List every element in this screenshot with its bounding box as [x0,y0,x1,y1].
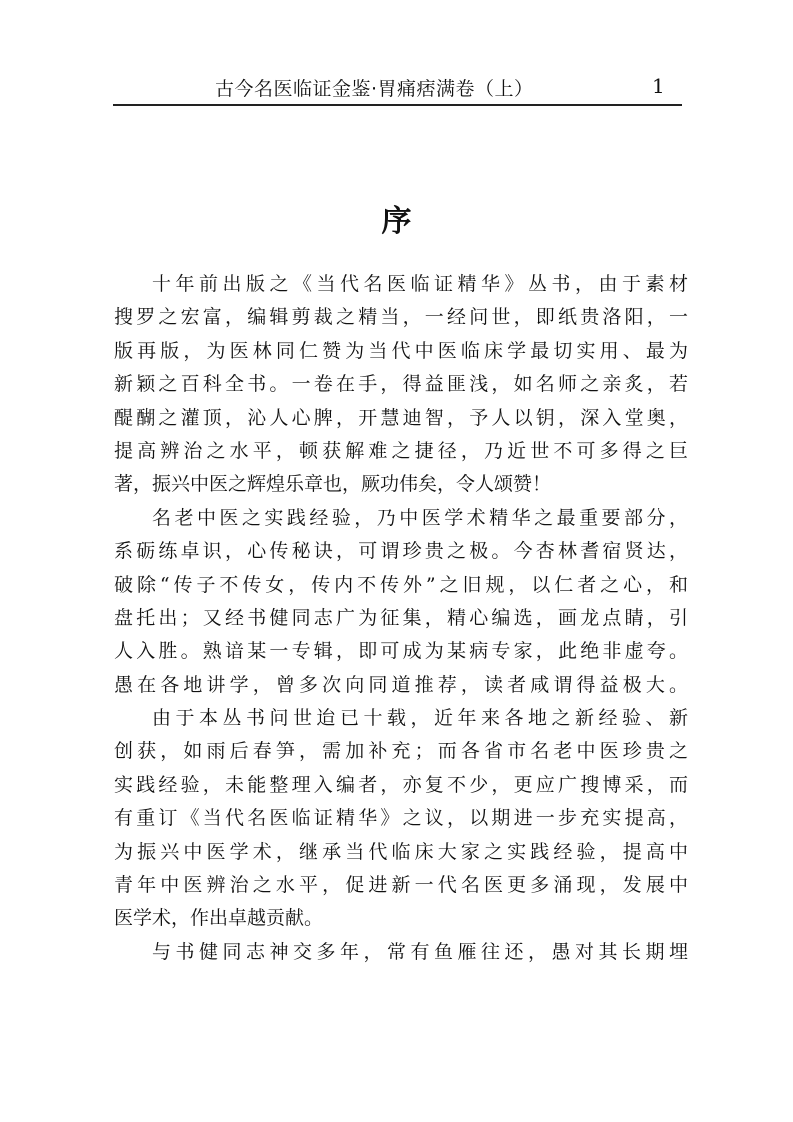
text-line: 青年中医辨治之水平，促进新一代名医更多涌现，发展中 [114,874,688,897]
paragraph [114,702,688,936]
text-line: 医学术，作出卓越贡献。 [114,907,324,930]
text-line: 搜罗之宏富，编辑剪裁之精当，一经问世，即纸贵洛阳，一 [114,306,688,329]
text-line: 提高辨治之水平，顿获解难之捷径，乃近世不可多得之巨 [114,439,688,462]
text-line: 有重订《当代名医临证精华》之议，以期进一步充实提高， [114,807,688,830]
section-title: 序 [381,204,412,239]
text-line: 盘托出；又经书健同志广为征集，精心编选，画龙点睛，引 [114,606,688,629]
page-number: 1 [652,74,665,98]
text-line: 创获，如雨后春笋，需加补充；而各省市名老中医珍贵之 [114,740,688,763]
text-line: 版再版，为医林同仁赞为当代中医临床学最切实用、最为 [114,339,688,362]
text-line: 为振兴中医学术，继承当代临床大家之实践经验，提高中 [114,840,688,863]
text-line: 与书健同志神交多年，常有鱼雁往还，愚对其长期埋 [152,940,688,963]
text-line: 新颖之百科全书。一卷在手，得益匪浅，如名师之亲炙，若 [114,373,688,396]
text-line: 愚在各地讲学，曾多次向同道推荐，读者咸谓得益极大。 [114,673,688,696]
paragraph [114,936,688,969]
running-header [0,74,793,104]
text-line: 名老中医之实践经验，乃中医学术精华之最重要部分， [152,506,688,529]
text-line: 醍醐之灌顶，沁人心脾，开慧迪智，予人以钥，深入堂奥， [114,406,688,429]
body-text [114,268,688,969]
header-rule [113,104,682,106]
text-line: 系砺练卓识，心传秘诀，可谓珍贵之极。今杏林耆宿贤达， [114,540,688,563]
header-title: 古今名医临证金鉴·胃痛痞满卷（上） [215,78,534,100]
text-line: 破除“传子不传女，传内不传外”之旧规，以仁者之心，和 [114,573,688,596]
paragraph [114,502,688,702]
text-line: 人入胜。熟谙某一专辑，即可成为某病专家，此绝非虚夸。 [114,640,688,663]
paragraph [114,268,688,502]
text-line: 由于本丛书问世迨已十载，近年来各地之新经验、新 [152,707,688,730]
text-line: 十年前出版之《当代名医临证精华》丛书，由于素材 [152,273,688,295]
text-line: 著，振兴中医之辉煌乐章也，厥功伟矣，令人颂赞！ [114,473,552,496]
text-line: 实践经验，未能整理入编者，亦复不少，更应广搜博采，而 [114,773,688,796]
